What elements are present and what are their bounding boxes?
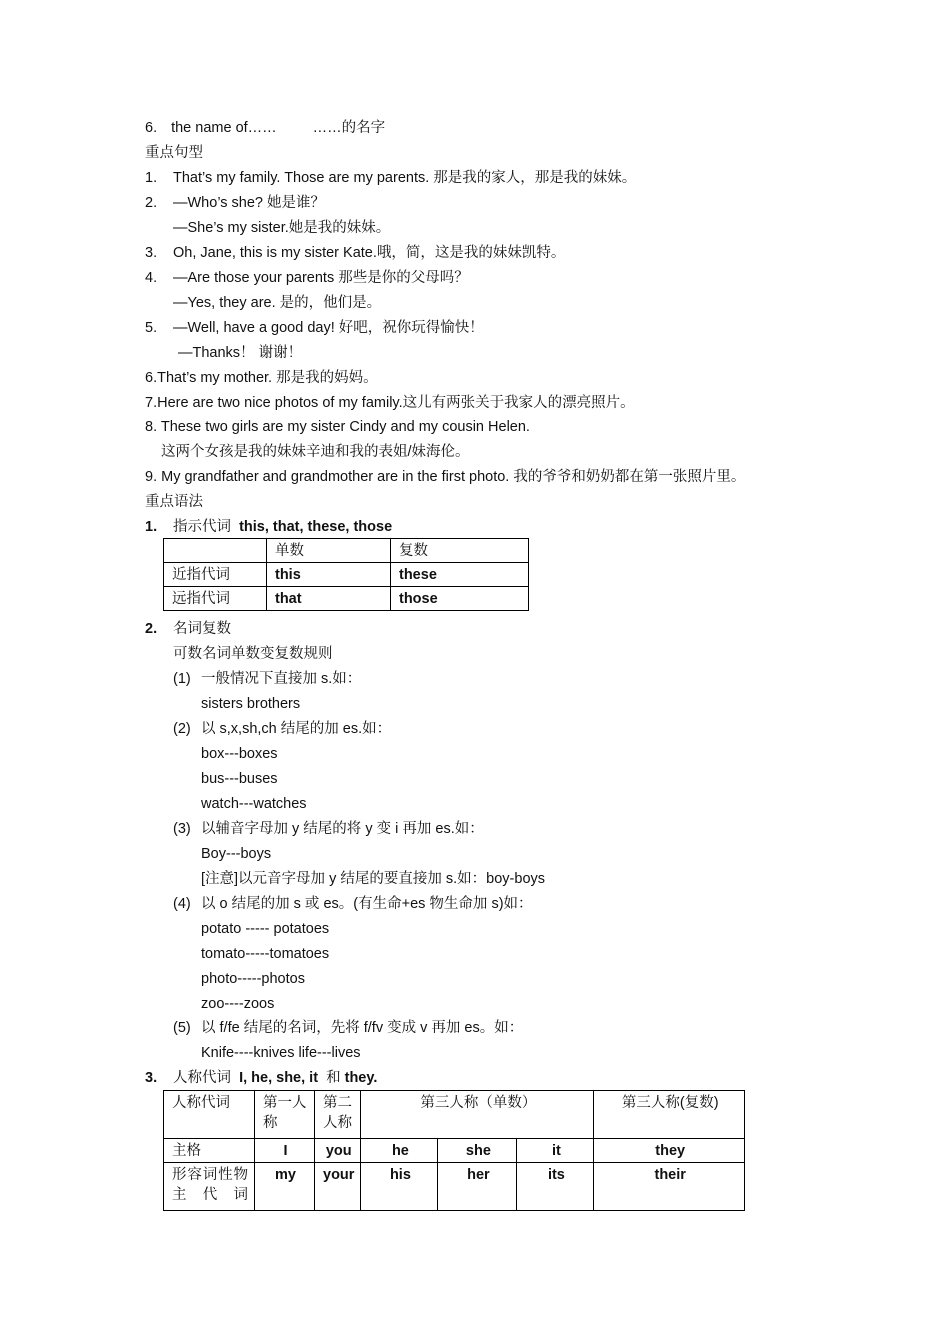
table-cell: that	[267, 587, 391, 611]
grammar-number: 3.	[145, 1070, 158, 1086]
rule-example: watch---watches	[201, 796, 307, 812]
rule-example: potato ----- potatoes	[201, 921, 330, 937]
grammar-title-and: 和	[326, 1070, 341, 1086]
rule-number: (5)	[173, 1020, 191, 1036]
table-cell: 近指代词	[164, 563, 267, 587]
vocab-number: 6.	[145, 120, 158, 136]
rule-example: zoo----zoos	[201, 996, 275, 1012]
sentence-number: 1.	[145, 170, 158, 186]
sentence-text: That’s my family. Those are my parents. 那是我的家人，那是我的妹妹。	[173, 170, 637, 186]
rule-example: Boy---boys	[201, 846, 272, 862]
sentence-line: 7.Here are two nice photos of my family.这儿有两张关于我家人的漂亮照片。	[145, 395, 635, 411]
table-cell: this	[267, 563, 391, 587]
table-cell: 形容词性物主代词	[164, 1163, 255, 1211]
sentence-text: —Are those your parents 那些是你的父母吗？	[173, 270, 469, 286]
grammar-title-zh: 指示代词	[173, 519, 231, 535]
sentence-reply: —Thanks！ 谢谢！	[178, 345, 303, 361]
grammar-title	[173, 517, 392, 537]
table-cell: you	[315, 1139, 361, 1163]
table-cell: it	[517, 1139, 594, 1163]
vocab-item-6	[145, 118, 385, 138]
rule-example: sisters brothers	[201, 696, 301, 712]
table-cell: these	[391, 563, 529, 587]
table-header-cell: 单数	[267, 539, 391, 563]
rule-example: Knife----knives life---lives	[201, 1045, 361, 1061]
grammar-title-en: they.	[344, 1070, 378, 1086]
vocab-chinese: ……的名字	[312, 120, 386, 136]
table-cell	[164, 539, 267, 563]
table-header-cell: 人称代词	[164, 1091, 255, 1139]
table-cell: he	[361, 1139, 438, 1163]
grammar-title	[173, 1068, 377, 1088]
rule-note: [注意]以元音字母加 y 结尾的要直接加 s.如：boy-boys	[201, 871, 546, 887]
sentence-reply: —Yes, they are. 是的，他们是。	[173, 295, 382, 311]
table-cell: his	[361, 1163, 438, 1211]
table-cell: her	[438, 1163, 517, 1211]
rule-text: 一般情况下直接加 s.如：	[201, 671, 362, 687]
sentence-text: —Well, have a good day! 好吧，祝你玩得愉快！	[173, 320, 484, 336]
table-cell: they	[594, 1139, 745, 1163]
rule-example: photo-----photos	[201, 971, 305, 987]
demonstrative-table	[163, 538, 529, 611]
grammar-title-en: I, he, she, it	[239, 1070, 319, 1086]
table-row	[164, 587, 529, 611]
sentence-text: —Who’s she? 她是谁？	[173, 195, 326, 211]
table-header-cell: 第三人称（单数）	[361, 1091, 594, 1139]
table-cell: your	[315, 1163, 361, 1211]
grammar-title: 名词复数	[173, 621, 231, 637]
sentence-line: 9. My grandfather and grandmother are in the first photo. 我的爷爷和奶奶都在第一张照片里。	[145, 469, 746, 485]
grammar-subtitle: 可数名词单数变复数规则	[173, 646, 333, 662]
table-row	[164, 539, 529, 563]
sentence-number: 2.	[145, 195, 158, 211]
table-row	[164, 1091, 745, 1139]
sentence-number: 5.	[145, 320, 158, 336]
rule-text: 以 s,x,sh,ch 结尾的加 es.如：	[201, 721, 392, 737]
grammar-title-zh: 人称代词	[173, 1070, 231, 1086]
table-cell: she	[438, 1139, 517, 1163]
grammar-title-en: this, that, these, those	[239, 519, 393, 535]
table-header-cell: 第二人称	[315, 1091, 361, 1139]
table-row	[164, 1139, 745, 1163]
sentence-line: 8. These two girls are my sister Cindy and my cousin Helen.	[145, 419, 530, 435]
rule-number: (1)	[173, 671, 191, 687]
grammar-number: 1.	[145, 519, 158, 535]
table-row	[164, 1163, 745, 1211]
table-cell: their	[594, 1163, 745, 1211]
table-cell: those	[391, 587, 529, 611]
rule-number: (2)	[173, 721, 191, 737]
sentence-number: 4.	[145, 270, 158, 286]
table-row	[164, 563, 529, 587]
rule-text: 以 f/fe 结尾的名词，先将 f/fv 变成 v 再加 es。如：	[201, 1020, 524, 1036]
table-cell: 主格	[164, 1139, 255, 1163]
sentence-line: 这两个女孩是我的妹妹辛迪和我的表姐/妹海伦。	[161, 444, 470, 460]
rule-example: tomato-----tomatoes	[201, 946, 330, 962]
personal-pronoun-table	[163, 1090, 745, 1211]
rule-example: bus---buses	[201, 771, 278, 787]
table-cell: its	[517, 1163, 594, 1211]
table-header-cell: 第三人称(复数)	[594, 1091, 745, 1139]
sentence-line: 6.That’s my mother. 那是我的妈妈。	[145, 370, 378, 386]
rule-number: (3)	[173, 821, 191, 837]
section-title-sentences: 重点句型	[145, 145, 203, 161]
sentence-number: 3.	[145, 245, 158, 261]
sentence-reply: —She’s my sister.她是我的妹妹。	[173, 220, 391, 236]
table-header-cell: 复数	[391, 539, 529, 563]
table-cell: I	[255, 1139, 315, 1163]
rule-text: 以辅音字母加 y 结尾的将 y 变 i 再加 es.如：	[201, 821, 484, 837]
table-header-cell: 第一人称	[255, 1091, 315, 1139]
section-title-grammar: 重点语法	[145, 494, 203, 510]
grammar-number: 2.	[145, 621, 158, 637]
sentence-text: Oh, Jane, this is my sister Kate.哦，简，这是我的妹妹凯特。	[173, 245, 566, 261]
table-cell: my	[255, 1163, 315, 1211]
vocab-english: the name of……	[171, 120, 277, 136]
rule-example: box---boxes	[201, 746, 278, 762]
rule-text: 以 o 结尾的加 s 或 es。(有生命+es 物生命加 s)如：	[201, 896, 533, 912]
rule-number: (4)	[173, 896, 191, 912]
table-cell: 远指代词	[164, 587, 267, 611]
